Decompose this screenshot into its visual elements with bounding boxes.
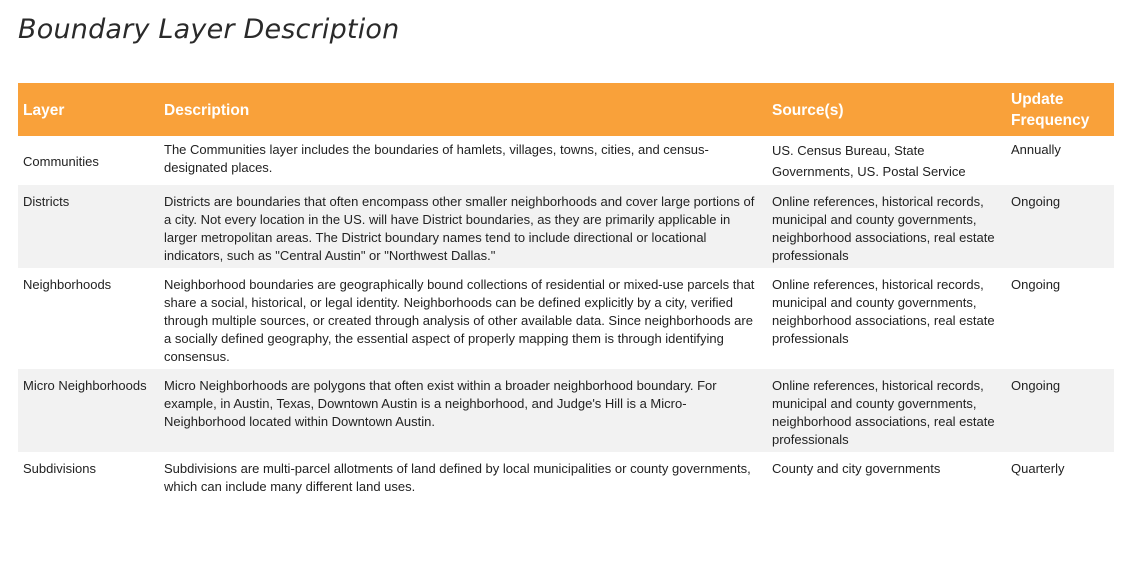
- table-row: [18, 268, 1114, 369]
- cell-layer: Communities: [18, 136, 159, 185]
- header-description: Description: [159, 83, 767, 136]
- cell-update-frequency: Ongoing: [1006, 268, 1114, 369]
- header-update-frequency: Update Frequency: [1006, 83, 1114, 136]
- cell-update-frequency: Quarterly: [1006, 452, 1114, 499]
- cell-update-frequency: Annually: [1006, 136, 1114, 185]
- header-layer: Layer: [18, 83, 159, 136]
- table-row: [18, 452, 1114, 499]
- header-row: [18, 83, 1114, 136]
- cell-update-frequency: Ongoing: [1006, 369, 1114, 452]
- cell-layer: Neighborhoods: [18, 268, 159, 369]
- cell-sources: US. Census Bureau, State Governments, US. Postal Service: [767, 136, 1006, 185]
- table-header: [18, 83, 1114, 136]
- cell-layer: Micro Neighborhoods: [18, 369, 159, 452]
- cell-sources: County and city governments: [767, 452, 1006, 499]
- cell-description: Districts are boundaries that often encompass other smaller neighborhoods and cover large portions of a city. Not every location in the US. will have District boundaries, as they are primarily applicable in larger metropolitan areas. The District boundary names tend to include directional or locational indicators, such as "Central Austin" or "Northwest Dallas.": [159, 185, 767, 268]
- table-row: [18, 185, 1114, 268]
- cell-description: Subdivisions are multi-parcel allotments of land defined by local municipalities or county governments, which can include many different land uses.: [159, 452, 767, 499]
- cell-description: Neighborhood boundaries are geographically bound collections of residential or mixed-use parcels that share a social, historical, or legal identity. Neighborhoods can be defined explicitly by a city, verified through multiple sources, or created through analysis of other available data. Since neighborhoods are a socially defined geography, the essential aspect of properly mapping them is through identifying consensus.: [159, 268, 767, 369]
- cell-sources: Online references, historical records, municipal and county governments, neighborhood associations, real estate professionals: [767, 369, 1006, 452]
- cell-update-frequency: Ongoing: [1006, 185, 1114, 268]
- page-title: Boundary Layer Description: [18, 14, 400, 45]
- boundary-layer-table: [18, 83, 1114, 499]
- cell-sources: Online references, historical records, municipal and county governments, neighborhood associations, real estate professionals: [767, 268, 1006, 369]
- cell-sources: Online references, historical records, municipal and county governments, neighborhood associations, real estate professionals: [767, 185, 1006, 268]
- table-row: [18, 136, 1114, 185]
- cell-layer: Districts: [18, 185, 159, 268]
- cell-layer: Subdivisions: [18, 452, 159, 499]
- table-body: [18, 136, 1114, 499]
- header-sources: Source(s): [767, 83, 1006, 136]
- cell-description: Micro Neighborhoods are polygons that often exist within a broader neighborhood boundary. For example, in Austin, Texas, Downtown Austin is a neighborhood, and Judge's Hill is a Micro-Neighborhood located within Downtown Austin.: [159, 369, 767, 452]
- table-row: [18, 369, 1114, 452]
- cell-description: The Communities layer includes the boundaries of hamlets, villages, towns, cities, and census-designated places.: [159, 136, 767, 185]
